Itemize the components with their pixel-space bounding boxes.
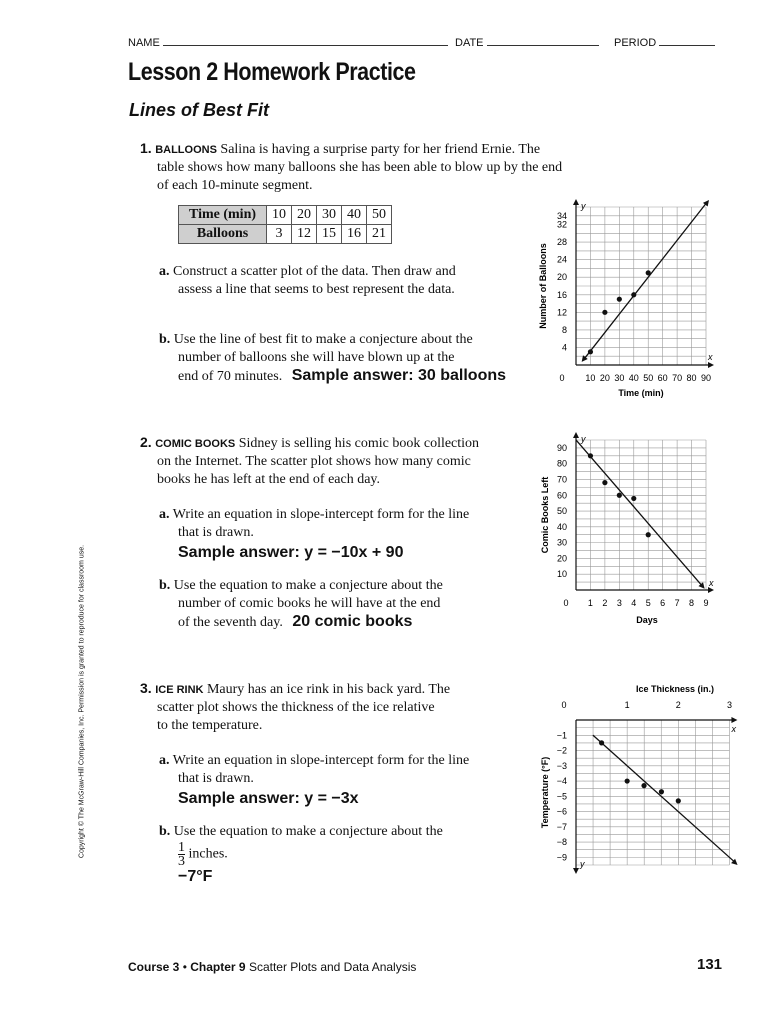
- y-axis-arrow: [573, 868, 579, 874]
- q1-b-line2: number of balloons she will have blown up at the: [178, 350, 455, 365]
- q2-b-line3: of the seventh day.: [178, 615, 283, 630]
- q3-a-answer[interactable]: Sample answer: y = −3x: [178, 790, 359, 807]
- x-tick-label: 80: [686, 373, 697, 383]
- y-axis-letter: y: [581, 434, 586, 444]
- page-number: 131: [697, 956, 723, 973]
- data-point: [617, 493, 622, 498]
- y-tick-label: −6: [556, 806, 567, 817]
- y-tick-label: 20: [556, 272, 567, 283]
- x-tick-label: 9: [703, 598, 709, 608]
- q3-part-a: [159, 752, 539, 808]
- q1-a-line1: Construct a scatter plot of the data. Then draw and: [173, 264, 456, 279]
- x-tick-label: 50: [643, 373, 654, 383]
- x-axis-arrow: [731, 717, 737, 723]
- q3-b-label: b.: [159, 824, 171, 839]
- name-field: [128, 35, 448, 49]
- data-point: [659, 789, 664, 794]
- q3-text-line3: to the temperature.: [157, 718, 263, 733]
- q1-part-b: [159, 331, 539, 386]
- q2-text-line3: books he has left at the end of each day.: [157, 472, 381, 487]
- y-tick-label: −5: [556, 791, 567, 802]
- q2-part-b: [159, 577, 539, 632]
- x-tick-label: 3: [616, 598, 622, 608]
- x-tick-label: 1: [624, 700, 630, 710]
- x-tick-label: 20: [599, 373, 610, 383]
- x-axis-title: Days: [636, 615, 658, 625]
- q1-text-line1: Salina is having a surprise party for her friend Ernie. The: [220, 142, 541, 157]
- y-axis-title: Number of Balloons: [538, 243, 548, 329]
- y-tick-label: 80: [556, 458, 567, 469]
- q2-part-a: [159, 506, 539, 562]
- best-fit-line: [576, 440, 702, 585]
- q2-a-line1: Write an equation in slope-intercept form for the line: [172, 507, 470, 522]
- origin-label: 0: [561, 700, 567, 710]
- q3-text-line1: Maury has an ice rink in his back yard. The: [206, 682, 451, 697]
- y-tick-label: −9: [556, 852, 567, 863]
- x-tick-label: 1: [587, 598, 593, 608]
- table-cell: 40: [342, 206, 367, 225]
- y-tick-label: 10: [556, 569, 567, 580]
- period-field: [614, 35, 715, 49]
- footer: [128, 960, 416, 974]
- q3-text-line2: scatter plot shows the thickness of the ice relative: [157, 700, 435, 715]
- fraction-numerator: 1: [178, 840, 185, 855]
- x-axis-letter: x: [709, 578, 714, 588]
- y-axis-title: Temperature (°F): [540, 756, 550, 829]
- q1-b-label: b.: [159, 332, 171, 347]
- q1-part-a: [159, 263, 529, 299]
- q1-b-answer[interactable]: Sample answer: 30 balloons: [291, 367, 507, 384]
- x-tick-label: 8: [689, 598, 695, 608]
- x-tick-label: 60: [657, 373, 668, 383]
- x-tick-label: 2: [602, 598, 608, 608]
- table-cell: 16: [342, 225, 367, 244]
- y-tick-label: −4: [556, 776, 567, 787]
- period-line[interactable]: [659, 35, 715, 46]
- q1-b-line1: Use the line of best fit to make a conjecture about the: [173, 332, 473, 347]
- q2-a-label: a.: [159, 507, 170, 522]
- x-axis-title: Ice Thickness (in.): [635, 684, 715, 694]
- table-cell: 20: [292, 206, 317, 225]
- data-point: [599, 740, 604, 745]
- x-axis-title: Time (min): [618, 388, 664, 398]
- q3-b-answer[interactable]: −7°F: [178, 868, 213, 885]
- q3-label: ICE RINK: [155, 684, 204, 696]
- q2-prompt: [140, 433, 540, 489]
- q1-b-line3: end of 70 minutes.: [178, 369, 283, 384]
- y-tick-label: −2: [556, 745, 567, 756]
- y-tick-label: −7: [556, 821, 567, 832]
- y-axis-arrow: [573, 199, 579, 205]
- q3-number: 3.: [140, 680, 152, 696]
- data-point: [602, 310, 607, 315]
- data-point: [676, 798, 681, 803]
- q2-b-answer[interactable]: 20 comic books: [292, 613, 413, 630]
- data-point: [641, 783, 646, 788]
- x-tick-label: 40: [628, 373, 639, 383]
- q2-a-line2: that is drawn.: [178, 525, 254, 540]
- q3-b-fraction: [178, 841, 185, 868]
- y-tick-label: −1: [556, 730, 567, 741]
- y-tick-label: 90: [556, 442, 567, 453]
- origin-label: 0: [559, 373, 565, 383]
- data-point: [646, 270, 651, 275]
- y-tick-label: 34: [556, 210, 567, 221]
- period-label: PERIOD: [614, 37, 657, 49]
- y-tick-label: 30: [556, 537, 567, 548]
- table-cell: 30: [317, 206, 342, 225]
- q3-a-line1: Write an equation in slope-intercept form for the line: [172, 753, 470, 768]
- x-tick-label: 10: [585, 373, 596, 383]
- x-tick-label: 5: [645, 598, 651, 608]
- q1-text-line3: of each 10-minute segment.: [157, 178, 313, 193]
- table-cell: 50: [367, 206, 392, 225]
- q2-text-line1: Sidney is selling his comic book collection: [238, 436, 480, 451]
- data-point: [602, 480, 607, 485]
- table-header-time: Time (min): [179, 206, 267, 225]
- y-tick-label: 60: [556, 490, 567, 501]
- x-axis-letter: x: [708, 352, 713, 362]
- y-tick-label: 28: [556, 237, 567, 248]
- y-tick-label: 32: [556, 219, 567, 230]
- data-point: [617, 297, 622, 302]
- q3-part-b: [159, 823, 539, 886]
- footer-bullet: •: [182, 960, 187, 974]
- y-tick-label: 12: [556, 307, 567, 318]
- table-header-balloons: Balloons: [179, 225, 267, 244]
- q1-data-table: [178, 205, 392, 244]
- y-tick-label: 70: [556, 474, 567, 485]
- origin-label: 0: [563, 598, 569, 608]
- page-subtitle: Lines of Best Fit: [129, 100, 270, 120]
- data-point: [631, 496, 636, 501]
- q1-label: BALLOONS: [155, 144, 217, 156]
- data-point: [631, 292, 636, 297]
- table-row: [179, 206, 392, 225]
- y-tick-label: 4: [561, 342, 567, 353]
- data-point: [646, 532, 651, 537]
- table-row: [179, 225, 392, 244]
- name-line[interactable]: [163, 35, 448, 46]
- q2-a-answer[interactable]: Sample answer: y = −10x + 90: [178, 544, 404, 561]
- x-tick-label: 30: [614, 373, 625, 383]
- y-axis-letter: y: [580, 859, 585, 869]
- y-tick-label: 40: [556, 521, 567, 532]
- q3-b-line2: inches.: [188, 846, 228, 862]
- table-cell: 21: [367, 225, 392, 244]
- copyright-notice: Copyright © The McGraw-Hill Companies, Inc. Permission is granted to reproduce for classroom use.: [78, 544, 86, 859]
- q1-text-line2: table shows how many balloons she has been able to blow up by the end: [157, 160, 563, 175]
- y-tick-label: 16: [556, 289, 567, 300]
- q1-prompt: [140, 139, 610, 195]
- data-point: [588, 349, 593, 354]
- balloons-scatter-plot[interactable]: [528, 195, 728, 400]
- x-axis-arrow: [708, 362, 714, 368]
- fraction-denominator: 3: [178, 854, 185, 869]
- q2-label: COMIC BOOKS: [155, 438, 236, 450]
- y-tick-label: −8: [556, 837, 567, 848]
- data-point: [588, 453, 593, 458]
- q1-a-line2: assess a line that seems to best represent the data.: [178, 282, 455, 297]
- x-tick-label: 3: [726, 700, 732, 710]
- footer-course: Course 3: [128, 960, 180, 974]
- best-fit-line: [585, 203, 706, 358]
- date-line[interactable]: [487, 35, 599, 46]
- table-cell: 12: [292, 225, 317, 244]
- best-fit-line: [593, 735, 735, 862]
- y-tick-label: 20: [556, 553, 567, 564]
- x-tick-label: 6: [660, 598, 666, 608]
- q2-text-line2: on the Internet. The scatter plot shows how many comic: [157, 454, 471, 469]
- y-axis-letter: y: [581, 201, 586, 211]
- y-axis-title: Comic Books Left: [540, 476, 550, 554]
- y-axis-arrow: [573, 432, 579, 438]
- q2-b-label: b.: [159, 578, 171, 593]
- y-tick-label: 50: [556, 506, 567, 517]
- date-field: [455, 35, 599, 49]
- footer-topic: Scatter Plots and Data Analysis: [248, 960, 417, 974]
- x-tick-label: 7: [674, 598, 680, 608]
- q2-number: 2.: [140, 434, 152, 450]
- date-label: DATE: [455, 37, 484, 49]
- x-tick-label: 70: [672, 373, 683, 383]
- name-label: NAME: [128, 37, 160, 49]
- x-tick-label: 2: [675, 700, 681, 710]
- q2-b-line1: Use the equation to make a conjecture about the: [173, 578, 443, 593]
- comic-books-scatter-plot[interactable]: [528, 428, 728, 628]
- y-tick-label: 24: [556, 254, 567, 265]
- q3-b-line1: Use the equation to make a conjecture about the: [173, 824, 443, 839]
- table-cell: 10: [267, 206, 292, 225]
- table-cell: 3: [267, 225, 292, 244]
- page-title: Lesson 2 Homework Practice: [128, 58, 416, 86]
- table-cell: 15: [317, 225, 342, 244]
- ice-thickness-scatter-plot[interactable]: [528, 676, 736, 901]
- footer-chapter: Chapter 9: [190, 960, 246, 974]
- q1-a-label: a.: [159, 264, 170, 279]
- q3-prompt: [140, 679, 540, 735]
- x-tick-label: 90: [700, 373, 712, 383]
- q2-b-line2: number of comic books he will have at the end: [178, 596, 441, 611]
- data-point: [625, 778, 630, 783]
- x-tick-label: 4: [631, 598, 637, 608]
- q3-a-label: a.: [159, 753, 170, 768]
- q1-number: 1.: [140, 140, 152, 156]
- x-axis-letter: x: [731, 724, 736, 734]
- y-tick-label: 8: [561, 324, 567, 335]
- y-tick-label: −3: [556, 760, 567, 771]
- q3-a-line2: that is drawn.: [178, 771, 254, 786]
